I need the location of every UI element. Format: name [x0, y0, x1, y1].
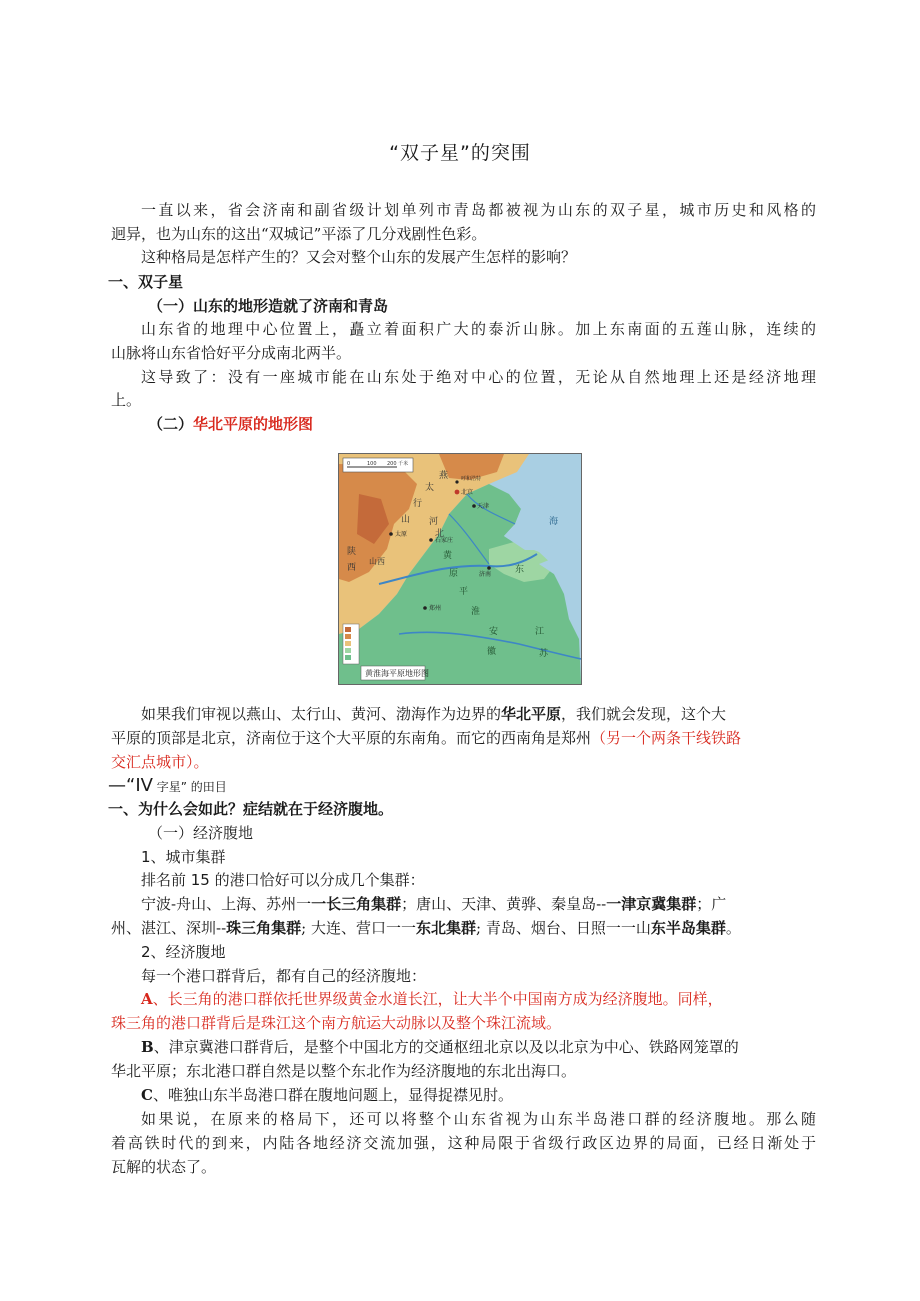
map-legend-plain [345, 655, 351, 660]
map-label-huai: 淮 [471, 607, 481, 617]
point-c-letter: C [141, 1086, 153, 1104]
map-jinan-marker [487, 566, 491, 570]
map-label-ping: 平 [459, 587, 469, 597]
map-beijing-marker [455, 490, 460, 495]
map-hohhot-marker [455, 480, 458, 483]
huabei-line2-a: 平原的顶部是北京，济南位于这个大平原的东南角。而它的西南角是郑州 [111, 729, 592, 747]
huabei-paragraph-line-1 [141, 703, 816, 725]
map-label-bei: 北 [435, 529, 445, 539]
garbled-heading [108, 775, 813, 798]
map-label-tianjin: 天津 [477, 503, 490, 510]
map-scale-100: 100 [367, 461, 377, 467]
huabei-line1-bold: 华北平原 [501, 705, 562, 723]
ports-line1-c: ；唐山、天津、黄骅、秦皇岛-- [401, 895, 607, 913]
huabei-paragraph-line-3: 交汇点城市）。 [111, 753, 209, 771]
map-legend-high [345, 627, 351, 632]
terrain-paragraph-line-2: 山脉将山东省恰好平分成南北两半。 [111, 344, 352, 362]
section1-heading: 一、双子星 [108, 273, 184, 291]
hinterland-intro: 每一个港口群背后，都有自己的经济腹地： [141, 967, 427, 985]
map-taiyuan-marker [389, 532, 393, 536]
map-label-yan: 燕 [439, 471, 449, 481]
map-shijiazhuang-marker [429, 538, 433, 542]
map-label-jiang: 江 [535, 627, 545, 637]
ports-line2-a: 州、湛江、深圳-- [111, 919, 227, 937]
conclusion-line-3: 瓦解的状态了。 [111, 1158, 217, 1176]
map-label-xi: 西 [347, 563, 357, 573]
garbled-heading-a: —“IV [108, 775, 153, 796]
ports-line1-e: ；广 [696, 895, 727, 913]
point-c-line [141, 1084, 846, 1106]
intro-paragraph-line-2: 迥异，也为山东的这出“双城记”平添了几分戏剧性色彩。 [111, 225, 487, 243]
conclusion-line-2: 着高铁时代的到来，内陆各地经济交流加强，这种局限于省级行政区边界的局面，已经日渐处于 [111, 1134, 816, 1152]
map-caption: 黄淮海平原地形图 [365, 669, 429, 678]
map-label-hai: 海 [549, 517, 559, 527]
ports-line1-a: 宁波-舟山、上海、苏州一 [141, 895, 312, 913]
map-label-tai: 太 [425, 483, 435, 493]
ports-line2-e: ; 青岛、烟台、日照一一山 [476, 919, 651, 937]
garbled-heading-b: 字星” 的田目 [152, 780, 227, 794]
point-a-line-1 [141, 988, 816, 1010]
point-a-line-2: 珠三角的港口群背后是珠江这个南方航运大动脉以及整个珠江流域。 [111, 1014, 562, 1032]
section1-subheading-1: （一）山东的地形造就了济南和青岛 [148, 297, 389, 315]
map-legend-hill [345, 641, 351, 646]
conclusion-line-1: 如果说，在原来的格局下，还可以将整个山东省视为山东半岛港口群的经济腹地。那么随 [141, 1110, 816, 1128]
map-legend-plain-light [345, 648, 351, 653]
item-city-clusters: 1、城市集群 [141, 848, 226, 866]
section1-subheading-2 [148, 413, 853, 435]
huabei-line2-red: （另一个两条干线铁路 [591, 729, 742, 747]
map-label-an: 安 [489, 627, 499, 637]
map-label-shan: 山 [401, 515, 411, 525]
ports-line2-c: ; 大连、营口一一 [301, 919, 416, 937]
cluster-shandong: 东半岛集群 [650, 919, 726, 937]
huabei-line1-c: ，我们就会发现，这个大 [561, 705, 727, 723]
item-hinterland: 2、经济腹地 [141, 943, 226, 961]
map-label-shanxi: 山西 [369, 557, 385, 566]
cluster-northeast: 东北集群 [415, 919, 476, 937]
section2-heading: 一、为什么会如此？症结就在于经济腹地。 [108, 800, 394, 818]
cluster-jingjinji: 一津京冀集群 [606, 895, 697, 913]
map-label-beijing: 北京 [461, 489, 474, 496]
center-paragraph-line-2: 上。 [111, 391, 142, 409]
map-label-shaan: 陕 [347, 547, 357, 557]
north-china-plain-terrain-map [338, 453, 582, 685]
map-scale-0: 0 [347, 461, 351, 467]
map-label-su: 苏 [539, 649, 549, 659]
point-c-text: 、唯独山东半岛港口群在腹地问题上，显得捉襟见肘。 [152, 1086, 513, 1104]
subheading-2-red-text: 华北平原的地形图 [193, 415, 314, 433]
map-label-hui: 徽 [487, 647, 497, 657]
point-b-line-2: 华北平原；东北港口群自然是以整个东北作为经济腹地的东北出海口。 [111, 1062, 577, 1080]
point-a-text: 、长三角的港口群依托世界级黄金水道长江，让大半个中国南方成为经济腹地。同样， [152, 990, 723, 1008]
map-zhengzhou-marker [423, 606, 427, 610]
point-b-text: 、津京冀港口群背后，是整个中国北方的交通枢纽北京以及以北京为中心、铁路网笼罩的 [153, 1038, 739, 1056]
map-label-taiyuan: 太原 [395, 531, 408, 538]
page-title: “双子星”的突围 [389, 142, 531, 164]
cluster-pearl-delta: 珠三角集群 [226, 919, 302, 937]
map-legend-mountain [345, 634, 351, 639]
map-label-shijiazhuang: 石家庄 [435, 537, 454, 544]
center-paragraph-line-1: 这导致了：没有一座城市能在山东处于绝对中心的位置，无论从自然地理上还是经济地理 [141, 368, 816, 386]
point-a-letter: A [141, 990, 153, 1008]
map-label-he: 河 [429, 517, 439, 527]
map-label-hang: 行 [413, 499, 423, 509]
cluster-yangtze-delta: 一长三角集群 [311, 895, 402, 913]
point-b-letter: B [141, 1038, 154, 1056]
map-label-jinan: 济南 [479, 571, 492, 578]
map-label-zhengzhou: 郑州 [429, 605, 442, 612]
point-b-line-1 [141, 1036, 816, 1058]
ports-line-1 [141, 893, 816, 915]
intro-paragraph-line-1: 一直以来，省会济南和副省级计划单列市青岛都被视为山东的双子星，城市历史和风格的 [141, 201, 816, 219]
map-label-dong: 东 [515, 565, 525, 575]
map-label-yuan: 原 [449, 569, 459, 579]
map-scale-200: 200 千米 [387, 461, 409, 467]
map-label-hohhot: 呼和浩特 [461, 476, 482, 482]
intro-question: 这种格局是怎样产生的？又会对整个山东的发展产生怎样的影响？ [141, 248, 577, 266]
section2-subheading: （一）经济腹地 [148, 824, 254, 842]
subheading-2-prefix: （二） [148, 415, 194, 433]
map-label-huang: 黄 [443, 551, 453, 561]
huabei-paragraph-line-2 [111, 727, 816, 749]
huabei-line1-a: 如果我们审视以燕山、太行山、黄河、渤海作为边界的 [141, 705, 502, 723]
terrain-paragraph-line-1: 山东省的地理中心位置上，矗立着面积广大的泰沂山脉。加上东南面的五莲山脉，连续的 [141, 320, 816, 338]
ports-line2-g: 。 [725, 919, 741, 937]
map-tianjin-marker [472, 504, 476, 508]
ports-line-2 [111, 917, 816, 939]
ports-intro: 排名前 15 的港口恰好可以分成几个集群： [141, 871, 425, 889]
